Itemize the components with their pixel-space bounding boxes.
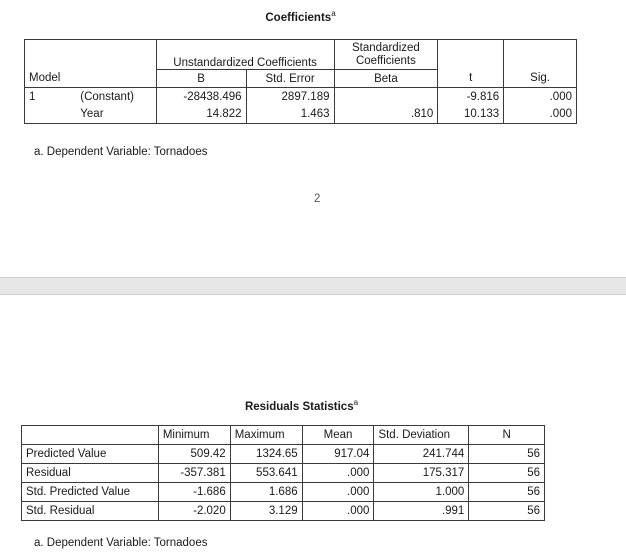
maximum-cell: 553.641: [230, 464, 302, 483]
t-header: t: [438, 70, 504, 88]
standardized-header: [334, 40, 438, 70]
table-row: [25, 106, 577, 124]
minimum-header: Minimum: [158, 426, 230, 445]
std-deviation-cell: 1.000: [374, 483, 469, 502]
minimum-cell: -1.686: [158, 483, 230, 502]
coefficients-header-row-2: [25, 70, 577, 88]
coefficients-header-row-1: [25, 40, 577, 70]
term-cell: Year: [76, 106, 156, 124]
n-cell: 56: [469, 502, 545, 521]
beta-header: Beta: [334, 70, 438, 88]
model-cell: [25, 106, 77, 124]
minimum-cell: 509.42: [158, 445, 230, 464]
mean-cell: .000: [302, 502, 374, 521]
maximum-cell: 3.129: [230, 502, 302, 521]
beta-cell: [334, 88, 438, 106]
coefficients-table: [24, 39, 577, 124]
page-break-divider: [0, 277, 626, 295]
std-deviation-cell: 241.744: [374, 445, 469, 464]
n-cell: 56: [469, 445, 545, 464]
b-cell: -28438.496: [156, 88, 246, 106]
sig-header-top: [504, 40, 577, 70]
model-cell: 1: [25, 88, 77, 106]
table-row: [22, 445, 545, 464]
maximum-header: Maximum: [230, 426, 302, 445]
unstandardized-header: Unstandardized Coefficients: [156, 40, 334, 70]
residuals-title-text: Residuals Statistics: [244, 401, 354, 413]
t-header-top: [438, 40, 504, 70]
sig-header: Sig.: [504, 70, 577, 88]
page-number: 2: [314, 193, 321, 205]
sig-cell: .000: [504, 106, 577, 124]
t-cell: -9.816: [438, 88, 504, 106]
std-error-header: Std. Error: [246, 70, 334, 88]
label-cell: Predicted Value: [22, 445, 159, 464]
std-deviation-cell: 175.317: [374, 464, 469, 483]
b-header: B: [156, 70, 246, 88]
std-error-cell: 1.463: [246, 106, 334, 124]
std-deviation-header: Std. Deviation: [374, 426, 469, 445]
t-cell: 10.133: [438, 106, 504, 124]
label-cell: Std. Residual: [22, 502, 159, 521]
residuals-footnote: a. Dependent Variable: Tornadoes: [34, 537, 208, 549]
table-row: [25, 88, 577, 106]
table-row: [22, 464, 545, 483]
table-row: [22, 502, 545, 521]
mean-cell: 917.04: [302, 445, 374, 464]
standardized-header-line1: Standardized: [352, 41, 420, 54]
n-cell: 56: [469, 464, 545, 483]
maximum-cell: 1.686: [230, 483, 302, 502]
table-row: [22, 483, 545, 502]
n-cell: 56: [469, 483, 545, 502]
residuals-table: [21, 425, 545, 521]
b-cell: 14.822: [156, 106, 246, 124]
mean-cell: .000: [302, 483, 374, 502]
std-error-cell: 2897.189: [246, 88, 334, 106]
coefficients-title: [24, 9, 577, 24]
mean-header: Mean: [302, 426, 374, 445]
std-deviation-cell: .991: [374, 502, 469, 521]
standardized-header-line2: Coefficients: [355, 54, 416, 67]
n-header: N: [469, 426, 545, 445]
coefficients-title-sup: a: [331, 9, 336, 19]
label-header: [22, 426, 159, 445]
mean-cell: .000: [302, 464, 374, 483]
residuals-title-sup: a: [353, 398, 359, 408]
coefficients-footnote: a. Dependent Variable: Tornadoes: [34, 146, 208, 158]
model-header-top: [25, 40, 157, 70]
maximum-cell: 1324.65: [230, 445, 302, 464]
residuals-header-row: [22, 426, 545, 445]
residuals-title: [24, 398, 579, 413]
minimum-cell: -357.381: [158, 464, 230, 483]
minimum-cell: -2.020: [158, 502, 230, 521]
label-cell: Residual: [22, 464, 159, 483]
model-header: Model: [25, 70, 157, 88]
beta-cell: .810: [334, 106, 438, 124]
label-cell: Std. Predicted Value: [22, 483, 159, 502]
term-cell: (Constant): [76, 88, 156, 106]
coefficients-title-text: Coefficients: [265, 12, 332, 24]
sig-cell: .000: [504, 88, 577, 106]
